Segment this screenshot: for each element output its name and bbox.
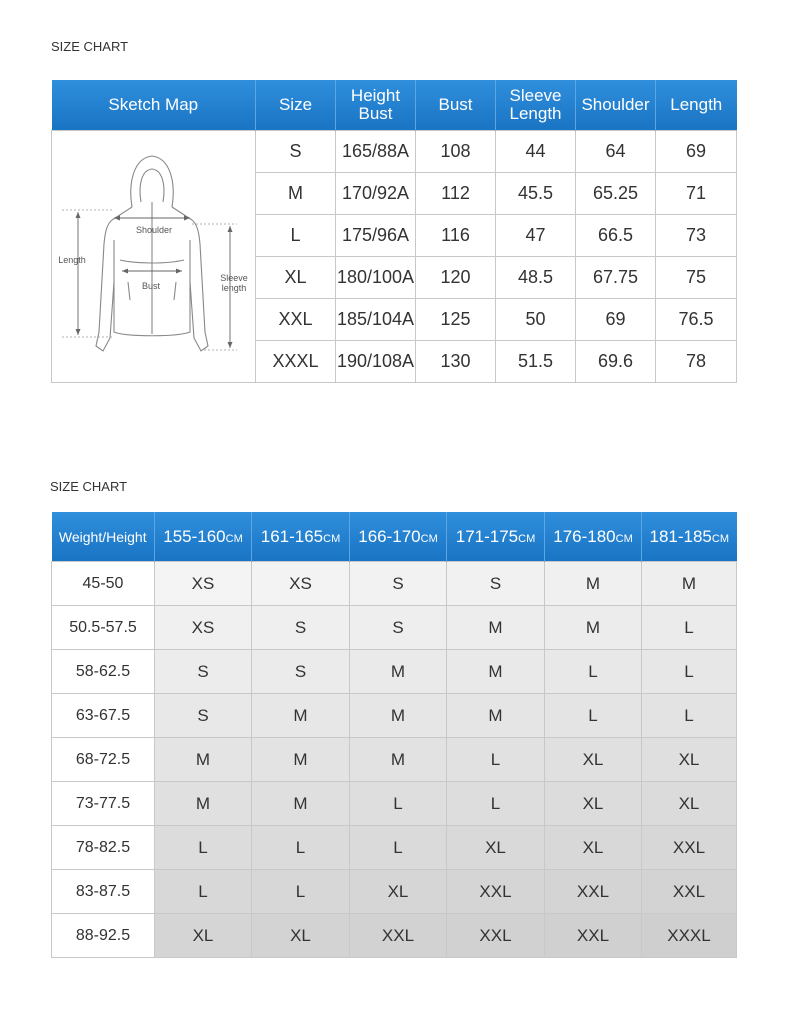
height-range-unit: CM — [323, 532, 341, 545]
size-cell: XL — [155, 914, 252, 958]
weight-row — [52, 606, 737, 650]
cell-height: 170/92A — [336, 173, 416, 215]
cell-shoulder: 69 — [576, 299, 656, 341]
cell-length: 78 — [656, 341, 737, 383]
cell-shoulder: 65.25 — [576, 173, 656, 215]
size-cell: XXXL — [642, 914, 737, 958]
header-height-bust — [336, 80, 416, 131]
size-cell: XL — [545, 782, 642, 826]
size-cell: L — [642, 606, 737, 650]
cell-bust: 120 — [416, 257, 496, 299]
weight-row — [52, 826, 737, 870]
size-cell: S — [155, 650, 252, 694]
cell-length: 75 — [656, 257, 737, 299]
cell-shoulder: 67.75 — [576, 257, 656, 299]
height-range-value: 181-185 — [649, 526, 712, 546]
weight-row — [52, 738, 737, 782]
weight-range-cell: 88-92.5 — [52, 914, 155, 958]
size-cell: M — [447, 694, 545, 738]
size-cell: M — [545, 562, 642, 606]
height-range-unit: CM — [420, 532, 438, 545]
size-cell: XS — [155, 606, 252, 650]
sketch-map-cell — [52, 131, 256, 383]
header-size: Size — [256, 80, 336, 131]
size-cell: XS — [252, 562, 350, 606]
header-sketch-map: Sketch Map — [52, 80, 256, 131]
cell-sleeve: 45.5 — [496, 173, 576, 215]
cell-shoulder: 69.6 — [576, 341, 656, 383]
size-cell: S — [350, 606, 447, 650]
size-cell: L — [350, 826, 447, 870]
size-cell: M — [155, 738, 252, 782]
header-height-range — [447, 512, 545, 562]
weight-range-cell: 50.5-57.5 — [52, 606, 155, 650]
cell-length: 71 — [656, 173, 737, 215]
height-range-unit: CM — [615, 532, 633, 545]
size-cell: S — [155, 694, 252, 738]
size-cell: XL — [545, 826, 642, 870]
header-bust: Bust — [416, 80, 496, 131]
size-cell: M — [350, 738, 447, 782]
size-cell: XXL — [350, 914, 447, 958]
height-range-unit: CM — [711, 532, 729, 545]
weight-row — [52, 650, 737, 694]
size-cell: M — [642, 562, 737, 606]
size-cell: M — [447, 650, 545, 694]
size-cell: XL — [350, 870, 447, 914]
size-cell: S — [252, 650, 350, 694]
cell-height: 185/104A — [336, 299, 416, 341]
header-height-range — [642, 512, 737, 562]
size-cell: L — [252, 826, 350, 870]
size-cell: L — [642, 650, 737, 694]
cell-length: 76.5 — [656, 299, 737, 341]
size-chart-title-2: SIZE CHART — [50, 479, 128, 494]
cell-bust: 116 — [416, 215, 496, 257]
cell-size: L — [256, 215, 336, 257]
jacket-sketch — [52, 132, 255, 381]
cell-shoulder: 64 — [576, 131, 656, 173]
header-sleeve-line2: Length — [509, 104, 562, 123]
size-chart-title-1: SIZE CHART — [51, 39, 129, 54]
size-cell: S — [252, 606, 350, 650]
cell-bust: 108 — [416, 131, 496, 173]
weight-row — [52, 562, 737, 606]
sketch-label-sleeve-line1: Sleeve — [220, 273, 248, 283]
weight-range-cell: 45-50 — [52, 562, 155, 606]
header-sleeve-line1: Sleeve — [509, 86, 562, 105]
size-cell: L — [447, 738, 545, 782]
weight-range-cell: 63-67.5 — [52, 694, 155, 738]
size-cell: XL — [545, 738, 642, 782]
header-length: Length — [656, 80, 737, 131]
size-cell: S — [350, 562, 447, 606]
header-height-range — [252, 512, 350, 562]
height-range-value: 161-165 — [260, 526, 324, 546]
size-cell: XXL — [545, 914, 642, 958]
cell-size: XXXL — [256, 341, 336, 383]
size-cell: L — [252, 870, 350, 914]
sketch-label-sleeve-length — [214, 273, 254, 293]
size-cell: XL — [252, 914, 350, 958]
cell-height: 180/100A — [336, 257, 416, 299]
header-sleeve-length — [496, 80, 576, 131]
header-height-line2: Bust — [358, 104, 393, 123]
size-cell: XXL — [545, 870, 642, 914]
size-cell: L — [155, 870, 252, 914]
cell-sleeve: 47 — [496, 215, 576, 257]
weight-range-cell: 78-82.5 — [52, 826, 155, 870]
size-cell: XXL — [642, 870, 737, 914]
size-cell: L — [642, 694, 737, 738]
height-range-value: 176-180 — [553, 526, 616, 546]
weight-range-cell: 83-87.5 — [52, 870, 155, 914]
measurement-header-row — [52, 80, 737, 131]
header-shoulder: Shoulder — [576, 80, 656, 131]
height-range-unit: CM — [225, 532, 243, 545]
height-range-value: 155-160 — [163, 526, 226, 546]
cell-sleeve: 48.5 — [496, 257, 576, 299]
measurement-row — [52, 131, 737, 173]
cell-sleeve: 51.5 — [496, 341, 576, 383]
cell-bust: 125 — [416, 299, 496, 341]
size-cell: XXL — [447, 870, 545, 914]
size-cell: M — [350, 694, 447, 738]
height-range-value: 171-175 — [455, 526, 519, 546]
size-cell: XS — [155, 562, 252, 606]
cell-length: 73 — [656, 215, 737, 257]
size-cell: M — [252, 782, 350, 826]
size-cell: L — [155, 826, 252, 870]
cell-sleeve: 44 — [496, 131, 576, 173]
size-cell: XXL — [642, 826, 737, 870]
size-cell: M — [155, 782, 252, 826]
size-cell: L — [545, 694, 642, 738]
size-cell: XL — [642, 782, 737, 826]
sketch-label-length: Length — [58, 255, 86, 265]
cell-length: 69 — [656, 131, 737, 173]
size-cell: M — [252, 738, 350, 782]
size-cell: M — [545, 606, 642, 650]
cell-height: 165/88A — [336, 131, 416, 173]
size-cell: XXL — [447, 914, 545, 958]
cell-size: XXL — [256, 299, 336, 341]
weight-row — [52, 694, 737, 738]
weight-range-cell: 73-77.5 — [52, 782, 155, 826]
header-weight-height: Weight/Height — [52, 512, 155, 562]
weight-row — [52, 782, 737, 826]
weight-range-cell: 58-62.5 — [52, 650, 155, 694]
header-height-range — [545, 512, 642, 562]
size-cell: L — [350, 782, 447, 826]
size-cell: M — [252, 694, 350, 738]
weight-row — [52, 914, 737, 958]
size-cell: L — [447, 782, 545, 826]
header-height-line1: Height — [350, 86, 401, 105]
cell-shoulder: 66.5 — [576, 215, 656, 257]
size-cell: L — [545, 650, 642, 694]
cell-sleeve: 50 — [496, 299, 576, 341]
header-height-range — [155, 512, 252, 562]
sketch-label-sleeve-line2: length — [221, 283, 247, 293]
size-cell: XL — [447, 826, 545, 870]
size-cell: M — [447, 606, 545, 650]
weight-row — [52, 870, 737, 914]
cell-bust: 130 — [416, 341, 496, 383]
height-range-value: 166-170 — [358, 526, 421, 546]
cell-height: 175/96A — [336, 215, 416, 257]
cell-size: XL — [256, 257, 336, 299]
sketch-label-shoulder: Shoulder — [135, 225, 173, 235]
size-cell: XL — [642, 738, 737, 782]
weight-height-header-row — [52, 512, 737, 562]
size-cell: S — [447, 562, 545, 606]
size-cell: M — [350, 650, 447, 694]
weight-height-table — [51, 512, 737, 958]
measurement-table — [51, 80, 737, 383]
cell-height: 190/108A — [336, 341, 416, 383]
header-height-range — [350, 512, 447, 562]
height-range-unit: CM — [518, 532, 536, 545]
cell-bust: 112 — [416, 173, 496, 215]
sketch-label-bust: Bust — [141, 281, 160, 291]
cell-size: M — [256, 173, 336, 215]
weight-range-cell: 68-72.5 — [52, 738, 155, 782]
cell-size: S — [256, 131, 336, 173]
